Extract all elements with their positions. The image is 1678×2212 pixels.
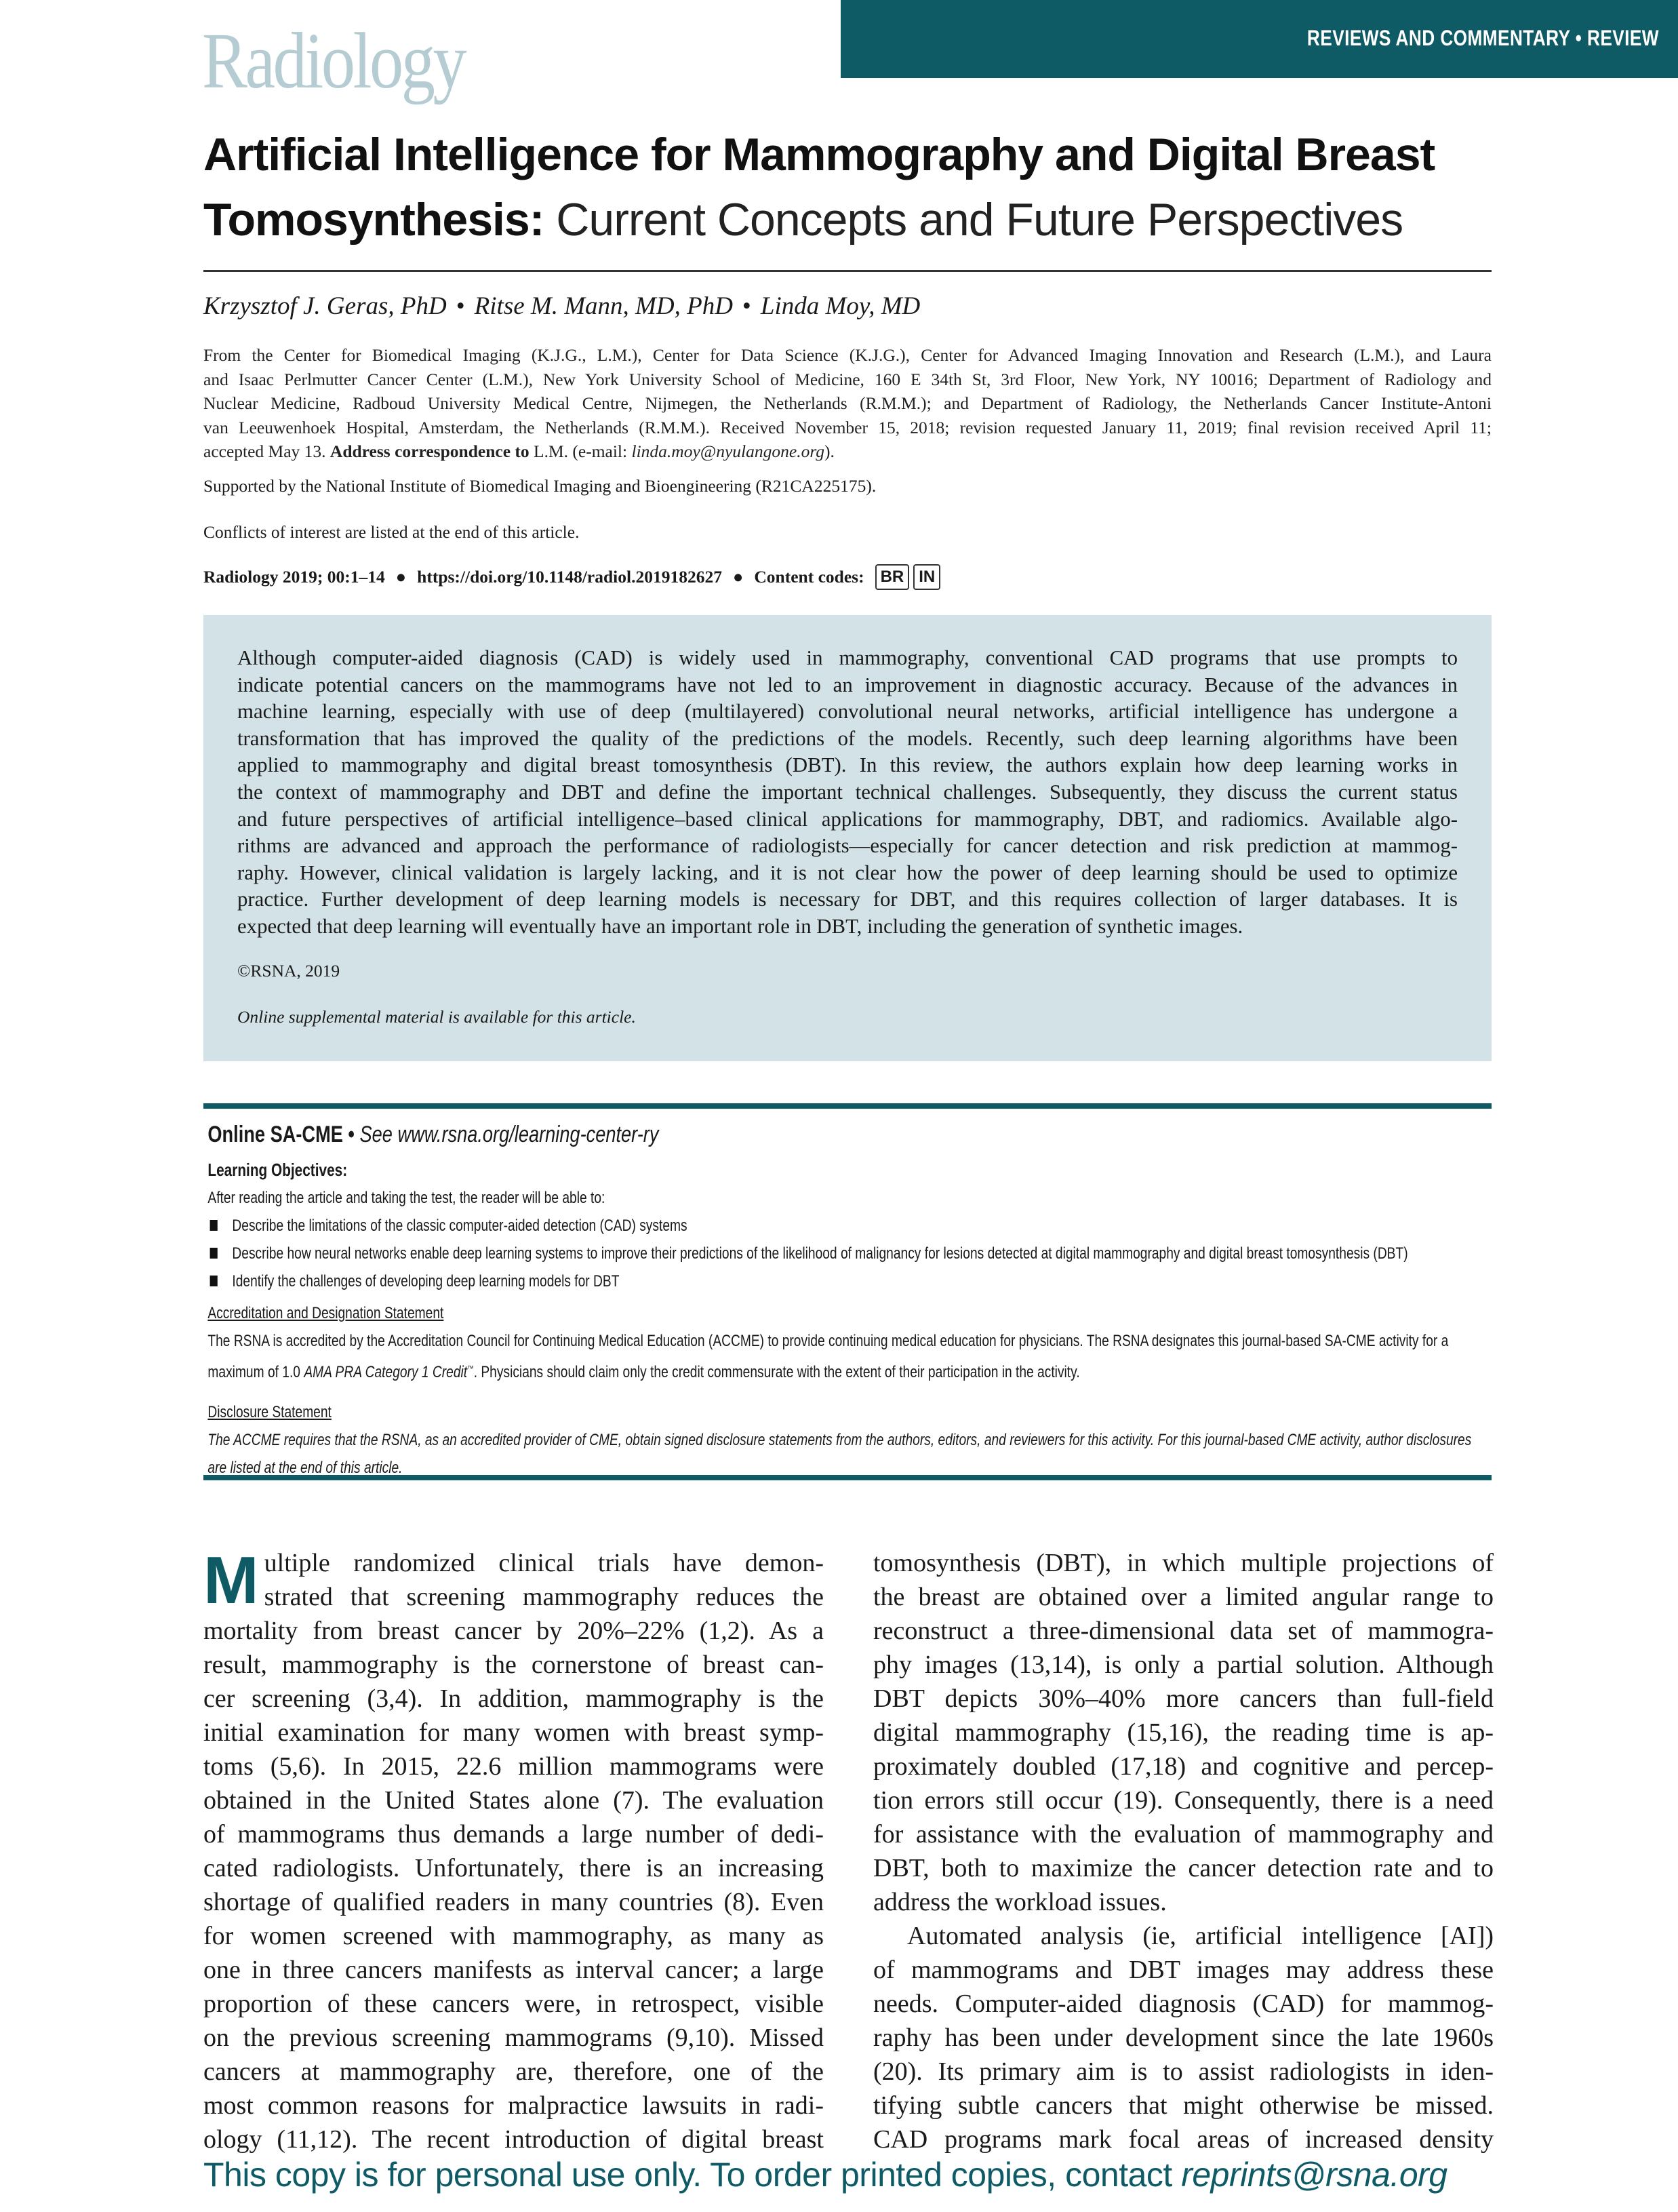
- text-line: on the previous screening mammograms (9,10). Missed: [203, 2023, 824, 2052]
- body-column-right: [873, 1546, 1494, 2156]
- text-line: practice. Further development of deep learning models is necessary for DBT, and this requires collection of larger databases. It is: [237, 888, 1458, 911]
- text-line: proximately doubled (17,18) and cognitive and percep-: [873, 1752, 1494, 1781]
- objectives-heading: Learning Objectives:: [207, 1160, 348, 1180]
- trademark: ™: [467, 1364, 474, 1373]
- affiliation-line: and Isaac Perlmutter Cancer Center (L.M.), New York University School of Medicine, 160 E 34th St, 3rd Floor, New York, NY 10016; Department of Radiology and: [203, 369, 1492, 389]
- citation-ref: Radiology 2019; 00:1–14: [203, 567, 385, 587]
- content-codes-label: Content codes:: [754, 567, 864, 587]
- body-line: address the workload issues.: [873, 1888, 1167, 1916]
- title-line-1: Artificial Intelligence for Mammography and Digital Breast: [203, 129, 1435, 180]
- objective-item: Describe the limitations of the classic computer-aided detection (CAD) systems: [207, 1212, 1487, 1240]
- email-link[interactable]: linda.moy@nyulangone.org: [631, 441, 825, 461]
- text: L.M. (e-mail:: [529, 441, 632, 461]
- text-line: needs. Computer-aided diagnosis (CAD) for mammog-: [873, 1990, 1494, 2018]
- credit-name: AMA PRA Category 1 Credit: [304, 1363, 468, 1381]
- text-line: one in three cancers manifests as interval cancer; a large: [203, 1956, 824, 1984]
- text-line: (20). Its primary aim is to assist radiologists in iden-: [873, 2057, 1494, 2086]
- conflicts-statement: Conflicts of interest are listed at the end of this article.: [203, 522, 580, 542]
- affiliation-line: [203, 439, 1492, 464]
- text-line: DBT, both to maximize the cancer detection rate and to: [873, 1854, 1494, 1882]
- accreditation-text-2: [207, 1355, 1487, 1386]
- text-line: initial examination for many women with breast symp-: [203, 1718, 824, 1747]
- content-code-badge: BR: [875, 564, 910, 590]
- affiliation-line: van Leeuwenhoek Hospital, Amsterdam, the Netherlands (R.M.M.). Received November 15, 2018; revision requested January 11, 2019; final revision received April 11;: [203, 417, 1492, 437]
- journal-logo: Radiology: [202, 16, 465, 105]
- body-line: ultiple randomized clinical trials have demon-: [264, 1549, 824, 1577]
- drop-cap: M: [203, 1543, 259, 1617]
- author: Linda Moy, MD: [760, 292, 921, 320]
- text-line: digital mammography (15,16), the reading time is ap-: [873, 1718, 1494, 1747]
- text-line: rithms are advanced and approach the performance of radiologists—especially for cancer detection and risk prediction at mammog-: [237, 834, 1458, 858]
- text-line: machine learning, especially with use of deep (multilayered) convolutional neural networks, artificial intelligence has undergone a: [237, 700, 1458, 724]
- body-line: strated that screening mammography reduces the: [264, 1583, 824, 1611]
- text-line: raphy has been under development since the late 1960s: [873, 2023, 1494, 2052]
- accreditation-text: The RSNA is accredited by the Accreditation Council for Continuing Medical Education (ACCME) to provide continuing medical education for physicians. The RSNA designates this journal-based SA-CME activity for a: [207, 1332, 1449, 1350]
- cme-box: [203, 1103, 1492, 1480]
- text-line: applied to mammography and digital breast tomosynthesis (DBT). In this review, the authors explain how deep learning works in: [237, 753, 1458, 777]
- abstract-text: [237, 645, 1458, 941]
- abstract-box: [203, 615, 1492, 1061]
- text-line: most common reasons for malpractice lawsuits in radi-: [203, 2091, 824, 2120]
- section-banner: [841, 0, 1678, 78]
- title-divider: [203, 270, 1492, 272]
- text-line: cated radiologists. Unfortunately, there is an increasing: [203, 1854, 824, 1882]
- affiliations: [203, 343, 1492, 464]
- doi-link[interactable]: https://doi.org/10.1148/radiol.2019182627: [417, 567, 722, 587]
- text-line: the context of mammography and DBT and define the important technical challenges. Subsequently, they discuss the current status: [237, 780, 1458, 804]
- text-line: mortality from breast cancer by 20%–22% (1,2). As a: [203, 1617, 824, 1645]
- text-line: raphy. However, clinical validation is largely lacking, and it is not clear how the power of deep learning should be used to optimize: [237, 861, 1458, 884]
- footer-text: This copy is for personal use only. To order printed copies, contact: [203, 2156, 1182, 2194]
- text-line: the breast are obtained over a limited angular range to: [873, 1583, 1494, 1611]
- disclosure-text: The ACCME requires that the RSNA, as an accredited provider of CME, obtain signed disclosure statements from the authors, editors, and reviewers for this activity. For this journal-based CME activity, author disclosures are listed at the end of this article.: [207, 1431, 1472, 1477]
- author: Krzysztof J. Geras, PhD: [203, 292, 447, 320]
- text-line: cancers at mammography are, therefore, one of the: [203, 2057, 824, 2086]
- text-line: for assistance with the evaluation of mammography and: [873, 1820, 1494, 1849]
- text-line: for women screened with mammography, as many as: [203, 1922, 824, 1950]
- affiliation-line: Nuclear Medicine, Radboud University Medical Centre, Nijmegen, the Netherlands (R.M.M.); and Department of Radiology, the Netherlands Cancer Institute-Antoni: [203, 393, 1492, 413]
- article-title: [203, 122, 1559, 252]
- text-line: phy images (13,14), is only a partial solution. Although: [873, 1651, 1494, 1679]
- affiliation-line: From the Center for Biomedical Imaging (K.J.G., L.M.), Center for Data Science (K.J.G.), Center for Advanced Imaging Innovation and Research (L.M.), and Laura: [203, 345, 1492, 365]
- reprint-notice: [203, 2155, 1447, 2194]
- title-line-2-bold: Tomosynthesis:: [203, 194, 544, 245]
- cme-link[interactable]: See www.rsna.org/learning-center-ry: [359, 1122, 659, 1147]
- text-line: cer screening (3,4). In addition, mammography is the: [203, 1684, 824, 1713]
- text-line: proportion of these cancers were, in retrospect, visible: [203, 1990, 824, 2018]
- objectives-intro: After reading the article and taking the test, the reader will be able to:: [207, 1189, 605, 1207]
- text-line: shortage of qualified readers in many countries (8). Even: [203, 1888, 824, 1916]
- text-line: CAD programs mark focal areas of increased density: [873, 2125, 1494, 2154]
- text-line: result, mammography is the cornerstone of breast can-: [203, 1651, 824, 1679]
- text-line: and future perspectives of artificial intelligence–based clinical applications for mammography, DBT, and radiomics. Available algo-: [237, 807, 1458, 831]
- text: maximum of 1.0: [207, 1363, 304, 1381]
- text-line: ology (11,12). The recent introduction of digital breast: [203, 2125, 824, 2154]
- supplemental-note: Online supplemental material is available for this article.: [237, 1006, 636, 1027]
- text-line: DBT depicts 30%–40% more cancers than full-field: [873, 1684, 1494, 1713]
- citation-line: Radiology 2019; 00:1–14 ● https://doi.org/10.1148/radiol.2019182627 ● Content codes: BR IN: [203, 564, 940, 590]
- text-line: of mammograms thus demands a large number of dedi-: [203, 1820, 824, 1849]
- objective-item: Identify the challenges of developing deep learning models for DBT: [207, 1267, 1487, 1295]
- text-line: Automated analysis (ie, artificial intelligence [AI]): [907, 1922, 1494, 1950]
- author: Ritse M. Mann, MD, PhD: [474, 292, 733, 320]
- text: accepted May 13.: [203, 441, 330, 461]
- text-line: indicate potential cancers on the mammograms have not led to an improvement in diagnostic accuracy. Because of the advances in: [237, 673, 1458, 696]
- cme-heading: [207, 1118, 1487, 1151]
- funding-statement: Supported by the National Institute of Biomedical Imaging and Bioengineering (R21CA225175).: [203, 476, 877, 496]
- text: ).: [824, 441, 835, 461]
- text: . Physicians should claim only the credit commensurate with the extent of their participation in the activity.: [473, 1363, 1080, 1381]
- cme-title: Online SA-CME •: [207, 1122, 355, 1147]
- accreditation-heading: Accreditation and Designation Statement: [207, 1304, 444, 1322]
- text-line: expected that deep learning will eventually have an important role in DBT, including the generation of synthetic images.: [237, 914, 1243, 938]
- text-line: Although computer-aided diagnosis (CAD) is widely used in mammography, conventional CAD programs that use prompts to: [237, 646, 1458, 669]
- text-line: tomosynthesis (DBT), in which multiple projections of: [873, 1549, 1494, 1577]
- disclosure-heading: Disclosure Statement: [207, 1403, 332, 1421]
- text-line: of mammograms and DBT images may address these: [873, 1956, 1494, 1984]
- correspondence-label: Address correspondence to: [329, 441, 530, 461]
- title-subtitle: Current Concepts and Future Perspectives: [544, 194, 1403, 245]
- author-list: Krzysztof J. Geras, PhD • Ritse M. Mann, MD, PhD • Linda Moy, MD: [203, 292, 921, 320]
- body-column-left: [203, 1543, 824, 2156]
- content-code-badge: IN: [913, 564, 940, 590]
- text-line: tifying subtle cancers that might otherwise be missed.: [873, 2091, 1494, 2120]
- text-line: toms (5,6). In 2015, 22.6 million mammograms were: [203, 1752, 824, 1781]
- text-line: obtained in the United States alone (7). The evaluation: [203, 1786, 824, 1815]
- section-label: REVIEWS AND COMMENTARY • REVIEW: [1306, 26, 1659, 50]
- objective-item: Describe how neural networks enable deep learning systems to improve their predictions of the likelihood of malignancy for lesions detected at digital mammography and digital breast tomosynthesis (DBT): [207, 1240, 1487, 1267]
- text-line: reconstruct a three-dimensional data set of mammogra-: [873, 1617, 1494, 1645]
- text-line: tion errors still occur (19). Consequently, there is a need: [873, 1786, 1494, 1815]
- reprints-email-link[interactable]: reprints@rsna.org: [1181, 2156, 1447, 2194]
- text-line: transformation that has improved the quality of the predictions of the models. Recently, such deep learning algorithms have been: [237, 726, 1458, 750]
- copyright: ©RSNA, 2019: [237, 960, 340, 981]
